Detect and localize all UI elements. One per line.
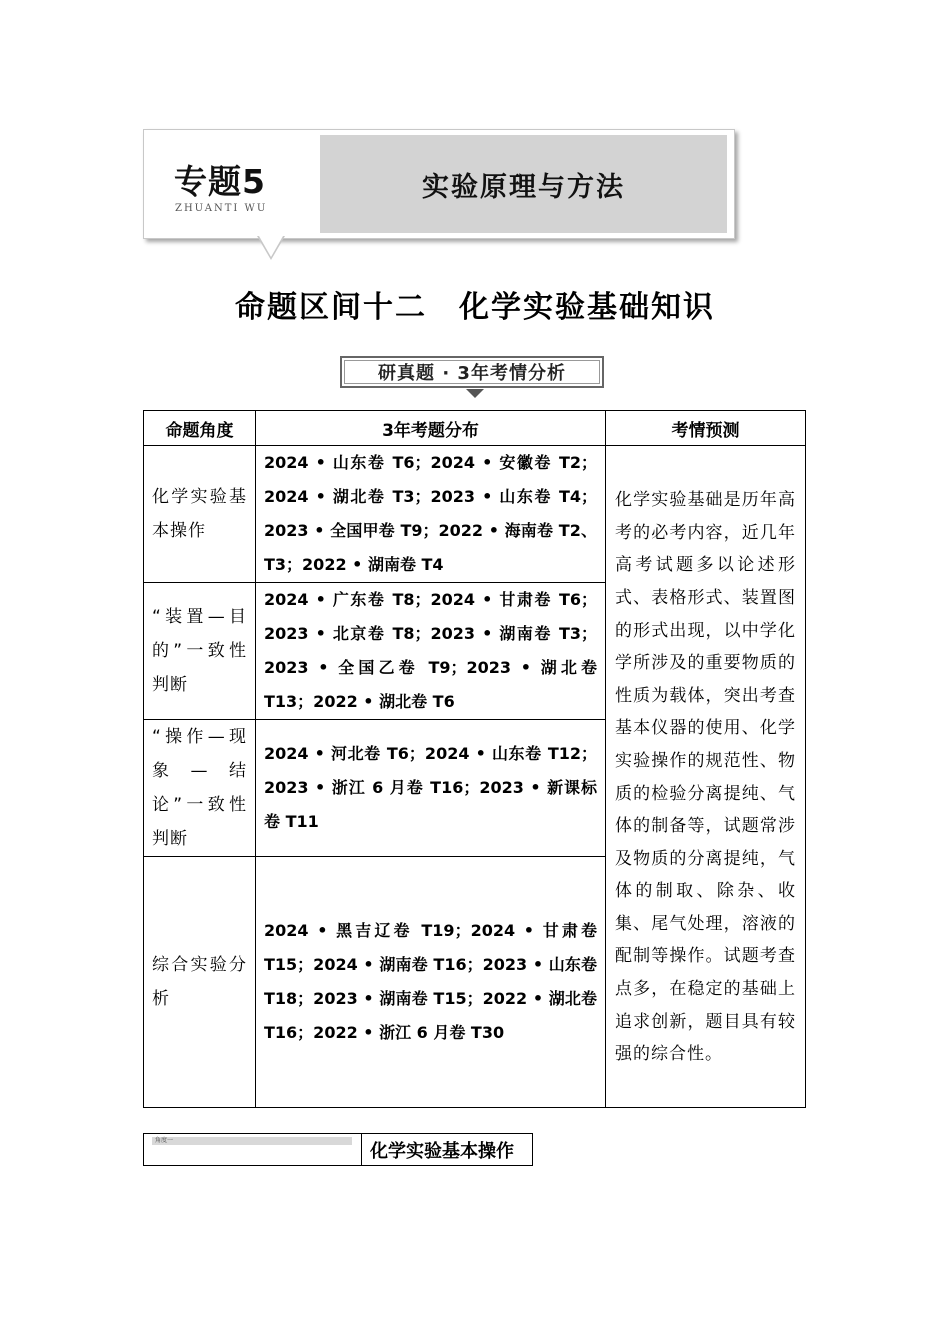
row-angle: 化学实验基本操作 [144,446,256,583]
chapter-topic: 实验原理与方法 [422,171,625,203]
row-angle: 综合实验分析 [144,857,256,1108]
table-row [144,446,806,583]
header-distribution: 3年考题分布 [256,411,606,446]
exam-analysis-table [143,410,806,1108]
section-title: 命题区间十二 化学实验基础知识 [235,290,715,325]
banner-pointer-fill [259,236,283,257]
row-distribution: 2024 • 河北卷 T6；2024 • 山东卷 T12；2023 • 浙江 6 月卷 T16；2023 • 新课标卷 T11 [256,720,606,857]
chapter-subtitle: ZHUANTI WU [175,203,268,214]
subsection-title: 化学实验基本操作 [370,1140,514,1162]
prediction-text: 化学实验基础是历年高考的必考内容，近几年高考试题多以论述形式、表格形式、装置图的形式出现，以中学化学所涉及的重要物质的性质为载体，突出考查基本仪器的使用、化学实验操作的规范性、物质的检验分离提纯、气体的制备等，试题常涉及物质的分离提纯，气体的制取、除杂、收集、尾气处理，溶液的配制等操作。试题考查点多，在稳定的基础上追求创新，题目具有较强的综合性。 [606,446,806,1108]
subsection-tag-label-area [144,1134,362,1165]
header-prediction: 考情预测 [606,411,806,446]
chapter-number-block [144,130,320,238]
row-distribution: 2024 • 山东卷 T6；2024 • 安徽卷 T2；2024 • 湖北卷 T3；2023 • 山东卷 T4；2023 • 全国甲卷 T9；2022 • 海南卷 T2、T3；2022 • 湖南卷 T4 [256,446,606,583]
table-header-row [144,411,806,446]
row-angle: “操作—现象—结论”一致性判断 [144,720,256,857]
chapter-topic-block [320,135,727,233]
chapter-title: 专题5 [174,162,266,201]
header-angle: 命题角度 [144,411,256,446]
subsection-tag [143,1133,533,1166]
chapter-banner [143,129,735,239]
row-distribution: 2024 • 黑吉辽卷 T19；2024 • 甘肃卷 T15；2024 • 湖南卷 T16；2023 • 山东卷 T18；2023 • 湖南卷 T15；2022 • 湖北卷 T16；2022 • 浙江 6 月卷 T30 [256,857,606,1108]
analysis-label-arrow-icon [466,389,484,398]
analysis-label: 研真题 · 3年考情分析 [340,356,604,388]
row-angle: “装置—目的”一致性判断 [144,583,256,720]
subsection-mini-label: 角度一 [152,1137,352,1145]
row-distribution: 2024 • 广东卷 T8；2024 • 甘肃卷 T6；2023 • 北京卷 T8；2023 • 湖南卷 T3；2023 • 全国乙卷 T9；2023 • 湖北卷 T13；2022 • 湖北卷 T6 [256,583,606,720]
